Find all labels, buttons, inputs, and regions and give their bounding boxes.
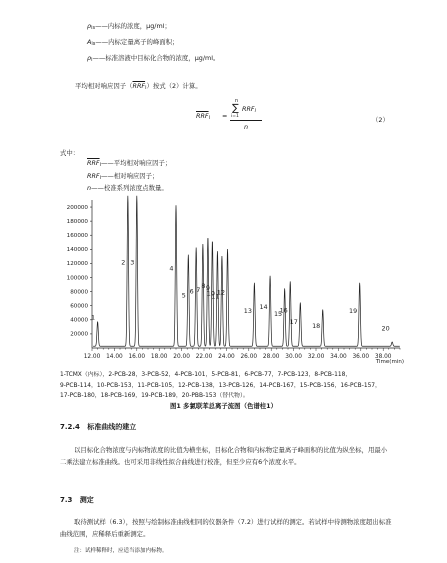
x-tick-label: 32.00 [307,354,325,360]
fraction-bar [230,120,262,121]
x-tick-label: 20.00 [173,354,190,360]
y-tick-label: 20000 [70,331,88,338]
peak-label: 13 [243,307,252,316]
x-axis-label: Time(min) [375,359,404,365]
peak-label: 16 [279,306,288,315]
paragraph-7-2-4: 以目标化合物浓度与内标物浓度的比值为横坐标，目标化合物和内标物定量离子峰面积的比值为纵坐标，用最小二乘法建立标准曲线。也可采用非线性拟合曲线进行校准，但至少应有6个浓度水平。 [60,446,388,466]
peak-label: 9 [205,283,210,292]
legend-line: 1-TCMX（内标），2-PCB-28，3-PCB-52，4-PCB-101，5-PCB-81，6-PCB-77，7-PCB-123，8-PCB-118， [60,372,352,378]
where-item-avg-rrf: $\overline{RRF}_i——$平均相对响应因子； [87,159,172,168]
y-tick-label: 140000 [66,247,88,254]
x-tick-label: 38.00 [374,354,392,360]
y-tick-label: 60000 [70,303,88,310]
peak-label: 3 [130,258,135,267]
x-tick-label: 34.00 [330,354,347,360]
x-tick-label: 12.00 [83,354,101,360]
peak-label: 15 [273,310,283,319]
numerator-term: $RRF_i$ [242,105,256,114]
x-tick-label: 36.00 [352,354,370,360]
sum-upper-limit: n [235,98,239,104]
x-tick-label: 28.00 [262,354,280,360]
x-tick-label: 22.00 [195,354,213,360]
x-tick-label: 30.00 [285,354,302,360]
peak-label: 12 [216,288,226,297]
y-tick-label: 180000 [66,218,88,225]
definition-rho-is: $\rho_{is}——$内标的浓度，μg/ml； [87,22,171,31]
peak-label: 8 [201,281,206,290]
note: 注：试样稀释时，应适当添加内标物。 [74,548,168,554]
peak-label: 18 [312,321,321,330]
y-tick-label: 100000 [66,275,88,282]
y-tick-label: 200000 [66,204,88,211]
x-axis-ticks [84,348,400,360]
x-tick-label: 16.00 [128,354,146,360]
peak-label: 17 [289,317,298,326]
formula-equals: = [222,112,228,120]
peak-label: 19 [349,307,358,316]
y-tick-label: 120000 [66,261,88,268]
definition-a-is: $A_{is}——$内标定量离子的峰面积； [87,38,179,47]
x-tick-label: 18.00 [150,354,168,360]
peak-label: 6 [189,287,194,296]
peak-label: 14 [259,303,268,312]
peak-label: 7 [196,285,201,294]
where-item-rrf: $RRF_i——$相对响应因子； [87,172,159,181]
where-label: 式中： [60,149,80,157]
chromatogram-trace [93,196,400,346]
formula-lhs: $\overline{RRF}$ [196,112,209,120]
y-axis-ticks [67,205,92,338]
sum-sign: ∑ [232,103,239,114]
peak-label: 20 [381,324,390,333]
section-heading-7-3: 7.3 测定 [60,496,94,504]
peak-label: 2 [121,258,126,267]
chromatogram-chart [0,195,447,365]
where-item-n: n——校准系列浓度点数量。 [87,184,168,192]
x-tick-label: 14.00 [106,354,123,360]
equation-number: （2） [372,116,389,124]
formula-intro: 平均相对响应因子$(\overline{RRF}_i)$按式（2）计算。 [75,82,202,91]
legend-line: 9-PCB-114，10-PCB-153，11-PCB-105，12-PCB-138，13-PCB-126，14-PCB-167，15-PCB-156，16-PCB-157， [60,382,381,389]
y-tick-label: 40000 [70,317,88,324]
peak-label: 4 [169,264,174,273]
figure-caption: 图1 多氯联苯总离子流图（色谱柱1） [170,402,277,410]
definition-rho-i: $\rho_i——$标准溶液中目标化合物的浓度，μg/ml。 [87,54,220,63]
sum-lower-limit: i=1 [231,114,239,119]
peak-legend [60,370,381,402]
y-tick-label: 80000 [70,289,88,296]
x-tick-label: 26.00 [240,354,258,360]
section-heading-7-2-4: 7.2.4 标准曲线的建立 [60,423,137,431]
legend-line: 17-PCB-180，18-PCB-169，19-PCB-189，20-PBB-153（替代物）。 [60,393,249,399]
y-tick-label: 160000 [66,233,88,240]
peak-label: 1 [91,313,96,322]
peak-label: 11 [211,292,220,301]
x-tick-label: 24.00 [218,354,235,360]
peak-label: 5 [181,291,186,300]
denominator: n [244,123,249,131]
peak-label: 10 [206,289,215,298]
paragraph-7-3: 取待测试样（6.3），按照与绘制标准曲线相同的仪器条件（7.2）进行试样的测定。若试样中待测物浓度超出标准曲线范围，应稀释后重新测定。 [60,518,392,538]
